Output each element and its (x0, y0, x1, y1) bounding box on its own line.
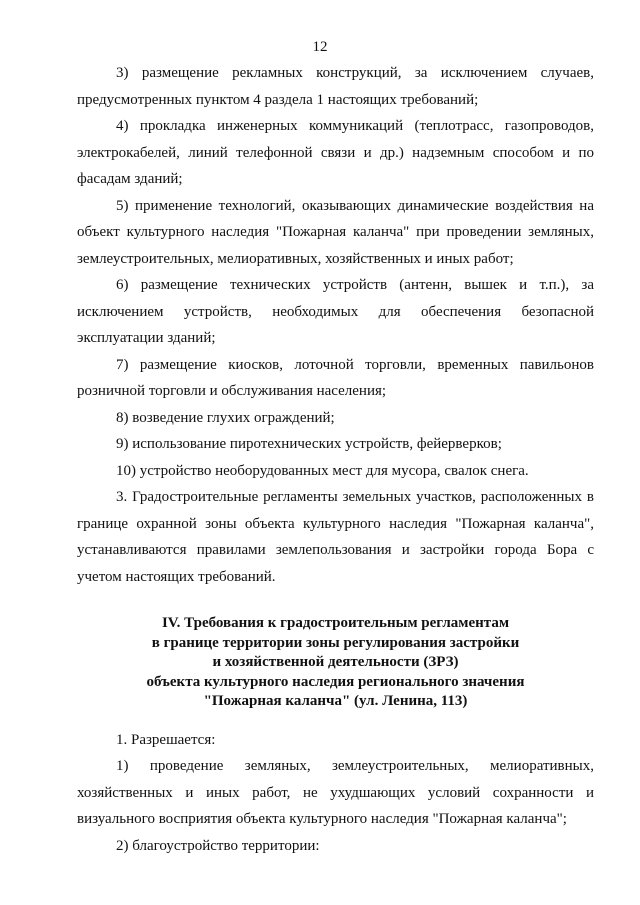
page-number: 12 (312, 39, 328, 55)
heading-line: и хозяйственной деятельности (ЗРЗ) (212, 654, 459, 670)
paragraph-clause-3: 3. Градостроительные регламенты земельных участков, расположенных в границе охранной зоны объекта культурного наследия "Пожарная каланча", устанавливаются правилами землепользования и застройки города Бора с учетом настоящих требований. (77, 489, 594, 585)
heading-line: IV. Требования к градостроительным регламентам (161, 615, 510, 631)
paragraph-item-2: 2) благоустройство территории: (116, 837, 320, 854)
section-heading (77, 614, 594, 712)
paragraph-item-6: 6) размещение технических устройств (антенн, вышек и т.п.), за исключением устройств, необходимых для обеспечения безопасной эксплуатации зданий; (77, 277, 594, 346)
paragraph-item-1: 1) проведение земляных, землеустроительных, мелиоративных, хозяйственных и иных работ, не ухудшающих условий сохранности и визуального восприятия объекта культурного наследия "Пожарная каланча"; (77, 758, 594, 827)
paragraph-item-3: 3) размещение рекламных конструкций, за исключением случаев, предусмотренных пунктом 4 раздела 1 настоящих требований; (77, 65, 594, 108)
document-body (77, 60, 594, 859)
paragraph-item-9: 9) использование пиротехнических устройств, фейерверков; (116, 436, 502, 452)
paragraph-clause-1: 1. Разрешается: (116, 731, 216, 748)
paragraph-item-8: 8) возведение глухих ограждений; (116, 409, 335, 426)
paragraph-item-7: 7) размещение киосков, лоточной торговли, временных павильонов розничной торговли и обслуживания населения; (77, 356, 594, 399)
paragraph-item-4: 4) прокладка инженерных коммуникаций (теплотрасс, газопроводов, электрокабелей, линий телефонной связи и др.) надземным способом и по фасадам зданий; (77, 118, 594, 187)
paragraph-item-10: 10) устройство необорудованных мест для мусора, свалок снега. (116, 462, 529, 479)
heading-line: объекта культурного наследия регионального значения (146, 673, 525, 690)
paragraph-item-5: 5) применение технологий, оказывающих динамические воздействия на объект культурного наследия "Пожарная каланча" при проведении земляных, землеустроительных, мелиоративных, хозяйственных и иных работ; (77, 197, 594, 267)
heading-line: в границе территории зоны регулирования застройки (151, 634, 520, 651)
heading-line: "Пожарная каланча" (ул. Ленина, 113) (203, 693, 468, 709)
